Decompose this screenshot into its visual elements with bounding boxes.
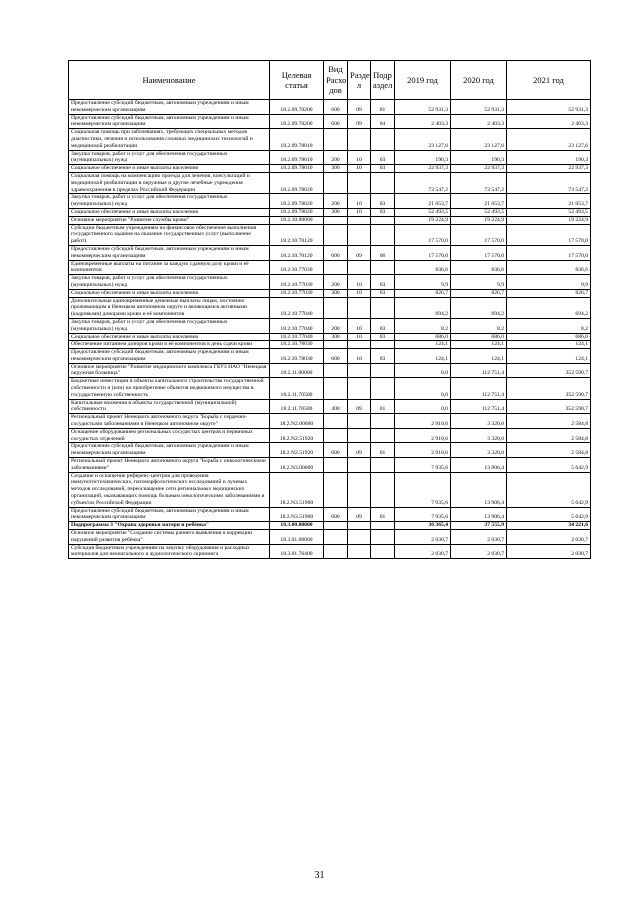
row-name-cell: Закупка товаров, работ и услуг для обеспечения государственных (муниципальных) нужд bbox=[69, 275, 270, 290]
row-name-cell: Единовременные выплаты на питание за каждую сданную дозу крови и её компонентов bbox=[69, 260, 270, 275]
row-name-cell: Оснащение оборудованием региональных сосудистых центров и первичных сосудистых отделений bbox=[69, 428, 270, 443]
row-expense-type-cell: 600 bbox=[324, 443, 348, 458]
row-2021-cell: 2 030,7 bbox=[507, 530, 591, 545]
row-name-cell: Предоставление субсидий бюджетным, автономным учреждениям и иным некоммерческим организациям bbox=[69, 114, 270, 129]
row-section-cell bbox=[348, 458, 371, 473]
row-section-cell: 09 bbox=[348, 245, 371, 260]
row-subsection-cell bbox=[371, 414, 395, 429]
table-row bbox=[69, 100, 591, 115]
row-2019-cell: 22 937,3 bbox=[395, 165, 451, 173]
row-2019-cell: 7 935,6 bbox=[395, 472, 451, 507]
row-expense-type-cell bbox=[324, 472, 348, 507]
row-name-cell: Капитальные вложения в объекты государственной (муниципальной) собственности bbox=[69, 399, 270, 414]
row-2020-cell: 37 555,9 bbox=[451, 522, 507, 530]
row-2020-cell: 52 493,5 bbox=[451, 208, 507, 216]
row-name-cell: Дополнительные единовременные денежные выплаты лицам, постоянно проживающим в Ненецком автономном округе и являющимся активными (кадровыми) донорами крови и её компонентов bbox=[69, 297, 270, 318]
row-section-cell bbox=[348, 297, 371, 318]
row-section-cell bbox=[348, 341, 371, 349]
row-name-cell: Обеспечение питанием доноров крови и её компонентов в день сдачи крови bbox=[69, 341, 270, 349]
row-name-cell: Создание и оснащение референс-центров для проведения иммуногистохимических, патоморфологических исследований и лучевых методов исследований, переоснащение сети региональных медицинских организаций, оказывающих помощь больным онкологическими заболеваниями в субъектах Российской Федерации bbox=[69, 472, 270, 507]
row-expense-type-cell bbox=[324, 129, 348, 150]
row-name-cell: Бюджетные инвестиции в объекты капитального строительства государственной собственности и (или) на приобретение объектов недвижимого имущества в государственную собственность bbox=[69, 378, 270, 399]
row-section-cell bbox=[348, 544, 371, 559]
row-2021-cell: 2 584,8 bbox=[507, 414, 591, 429]
page-number: 31 bbox=[314, 870, 325, 881]
row-expense-type-cell: 200 bbox=[324, 275, 348, 290]
row-subsection-cell bbox=[371, 363, 395, 378]
row-section-cell: 10 bbox=[348, 318, 371, 333]
row-2019-cell: 52 931,3 bbox=[395, 100, 451, 115]
row-subsection-cell bbox=[371, 341, 395, 349]
row-2021-cell: 2 403,3 bbox=[507, 114, 591, 129]
row-2021-cell: 2 584,8 bbox=[507, 428, 591, 443]
row-name-cell: Социальное обеспечение и иные выплаты населению bbox=[69, 333, 270, 341]
row-subsection-cell: 03 bbox=[371, 194, 395, 209]
row-2021-cell: 5 642,9 bbox=[507, 458, 591, 473]
row-target-cell: 18.2.09.70200 bbox=[270, 100, 324, 115]
row-2020-cell: 2 030,7 bbox=[451, 530, 507, 545]
table-header-row bbox=[69, 61, 591, 100]
table-row bbox=[69, 150, 591, 165]
row-2019-cell: 2 910,6 bbox=[395, 414, 451, 429]
row-2021-cell: 5 642,9 bbox=[507, 507, 591, 522]
row-section-cell bbox=[348, 378, 371, 399]
budget-table-container bbox=[68, 60, 590, 559]
row-target-cell: 18.2.09.70200 bbox=[270, 114, 324, 129]
row-2020-cell: 124,1 bbox=[451, 349, 507, 364]
row-2020-cell: 836,6 bbox=[451, 260, 507, 275]
row-subsection-cell bbox=[371, 530, 395, 545]
table-row bbox=[69, 318, 591, 333]
header-name: Наименование bbox=[69, 61, 270, 100]
row-2021-cell: 352 590,7 bbox=[507, 399, 591, 414]
row-name-cell: Основное мероприятие "Развитие медицинского комплекса ГБУЗ НАО "Ненецкая окружная больница" bbox=[69, 363, 270, 378]
table-row bbox=[69, 165, 591, 173]
row-expense-type-cell bbox=[324, 530, 348, 545]
row-expense-type-cell: 300 bbox=[324, 289, 348, 297]
row-target-cell: 18.2.09.78010 bbox=[270, 129, 324, 150]
row-subsection-cell: 03 bbox=[371, 208, 395, 216]
row-2020-cell: 3 320,0 bbox=[451, 414, 507, 429]
row-2021-cell: 52 493,5 bbox=[507, 208, 591, 216]
table-row bbox=[69, 114, 591, 129]
row-section-cell bbox=[348, 260, 371, 275]
row-2021-cell: 826,7 bbox=[507, 289, 591, 297]
table-row bbox=[69, 428, 591, 443]
row-2021-cell: 52 931,3 bbox=[507, 100, 591, 115]
table-row bbox=[69, 172, 591, 193]
row-2019-cell: 2 030,7 bbox=[395, 544, 451, 559]
row-2019-cell: 0,0 bbox=[395, 399, 451, 414]
row-2021-cell: 9,9 bbox=[507, 275, 591, 290]
row-2021-cell: 34 221,6 bbox=[507, 522, 591, 530]
row-target-cell: 18.2.10.78030 bbox=[270, 341, 324, 349]
table-row bbox=[69, 530, 591, 545]
row-2019-cell: 9,9 bbox=[395, 275, 451, 290]
table-row bbox=[69, 194, 591, 209]
table-row bbox=[69, 289, 591, 297]
row-section-cell bbox=[348, 522, 371, 530]
row-2020-cell: 124,1 bbox=[451, 341, 507, 349]
row-2021-cell: 8,2 bbox=[507, 318, 591, 333]
row-subsection-cell: 03 bbox=[371, 165, 395, 173]
row-target-cell: 18.3.01.00000 bbox=[270, 530, 324, 545]
row-target-cell: 18.2.10.77040 bbox=[270, 333, 324, 341]
table-row bbox=[69, 544, 591, 559]
header-2020: 2020 год bbox=[451, 61, 507, 100]
row-name-cell: Субсидии бюджетным учреждениям на финансовое обеспечение выполнения государственного задания на оказание государственных услуг (выполнение работ) bbox=[69, 224, 270, 245]
budget-table bbox=[68, 60, 591, 559]
row-section-cell bbox=[348, 224, 371, 245]
table-row bbox=[69, 275, 591, 290]
row-2021-cell: 5 642,9 bbox=[507, 472, 591, 507]
row-2020-cell: 19 224,9 bbox=[451, 216, 507, 224]
row-2019-cell: 23 127,6 bbox=[395, 129, 451, 150]
row-section-cell bbox=[348, 472, 371, 507]
row-2020-cell: 3 320,0 bbox=[451, 443, 507, 458]
row-2021-cell: 22 937,3 bbox=[507, 165, 591, 173]
row-expense-type-cell: 600 bbox=[324, 349, 348, 364]
row-expense-type-cell: 200 bbox=[324, 150, 348, 165]
table-row bbox=[69, 399, 591, 414]
row-2019-cell: 190,3 bbox=[395, 150, 451, 165]
row-section-cell bbox=[348, 363, 371, 378]
row-2020-cell: 826,7 bbox=[451, 289, 507, 297]
table-row bbox=[69, 522, 591, 530]
row-subsection-cell bbox=[371, 472, 395, 507]
row-subsection-cell bbox=[371, 297, 395, 318]
row-subsection-cell: 01 bbox=[371, 443, 395, 458]
row-expense-type-cell: 300 bbox=[324, 165, 348, 173]
table-row bbox=[69, 341, 591, 349]
row-2019-cell: 0,0 bbox=[395, 378, 451, 399]
row-expense-type-cell bbox=[324, 363, 348, 378]
row-2021-cell: 23 127,6 bbox=[507, 129, 591, 150]
row-target-cell: 18.2.09.78010 bbox=[270, 150, 324, 165]
header-target-article: Целевая статья bbox=[270, 61, 324, 100]
row-2019-cell: 2 910,6 bbox=[395, 443, 451, 458]
row-2020-cell: 23 127,6 bbox=[451, 129, 507, 150]
row-2021-cell: 686,0 bbox=[507, 333, 591, 341]
table-row bbox=[69, 458, 591, 473]
row-2019-cell: 17 570,0 bbox=[395, 245, 451, 260]
row-2019-cell: 836,6 bbox=[395, 260, 451, 275]
row-2019-cell: 694,2 bbox=[395, 297, 451, 318]
row-subsection-cell: 04 bbox=[371, 114, 395, 129]
table-row bbox=[69, 297, 591, 318]
row-name-cell: Подпрограмма 3 "Охрана здоровья матери и ребёнка" bbox=[69, 522, 270, 530]
row-subsection-cell bbox=[371, 129, 395, 150]
row-2019-cell: 124,1 bbox=[395, 341, 451, 349]
row-2021-cell: 2 584,8 bbox=[507, 443, 591, 458]
row-section-cell: 10 bbox=[348, 165, 371, 173]
row-2020-cell: 17 570,0 bbox=[451, 245, 507, 260]
row-2019-cell: 19 224,9 bbox=[395, 216, 451, 224]
row-name-cell: Предоставление субсидий бюджетным, автономным учреждениям и иным некоммерческим организациям bbox=[69, 443, 270, 458]
row-expense-type-cell: 600 bbox=[324, 507, 348, 522]
table-row bbox=[69, 224, 591, 245]
row-section-cell: 09 bbox=[348, 100, 371, 115]
row-expense-type-cell bbox=[324, 260, 348, 275]
row-2021-cell: 124,1 bbox=[507, 349, 591, 364]
row-target-cell: 18.2.09.78020 bbox=[270, 194, 324, 209]
row-expense-type-cell bbox=[324, 341, 348, 349]
row-target-cell: 18.2.N3.51900 bbox=[270, 507, 324, 522]
row-2019-cell: 124,1 bbox=[395, 349, 451, 364]
row-subsection-cell bbox=[371, 378, 395, 399]
table-body bbox=[69, 100, 591, 559]
row-name-cell: Социальное обеспечение и иные выплаты населению bbox=[69, 289, 270, 297]
table-row bbox=[69, 507, 591, 522]
row-expense-type-cell bbox=[324, 544, 348, 559]
row-section-cell: 09 bbox=[348, 507, 371, 522]
row-2019-cell: 21 053,7 bbox=[395, 194, 451, 209]
table-row bbox=[69, 378, 591, 399]
row-subsection-cell: 03 bbox=[371, 150, 395, 165]
row-name-cell: Предоставление субсидий бюджетным, автономным учреждениям и иным некоммерческим организациям bbox=[69, 245, 270, 260]
row-section-cell: 10 bbox=[348, 275, 371, 290]
row-2020-cell: 17 570,0 bbox=[451, 224, 507, 245]
row-2021-cell: 352 590,7 bbox=[507, 378, 591, 399]
row-2021-cell: 73 547,2 bbox=[507, 172, 591, 193]
row-expense-type-cell: 200 bbox=[324, 318, 348, 333]
row-2020-cell: 112 751,4 bbox=[451, 378, 507, 399]
row-section-cell: 09 bbox=[348, 399, 371, 414]
row-target-cell: 18.2.10.78030 bbox=[270, 349, 324, 364]
row-2019-cell: 7 935,6 bbox=[395, 458, 451, 473]
row-section-cell: 10 bbox=[348, 289, 371, 297]
row-name-cell: Социальная помощь при заболеваниях, требующих специальных методов диагностики, лечения и использования сложных медицинских технологий и медицинской реабилитации bbox=[69, 129, 270, 150]
row-2020-cell: 8,2 bbox=[451, 318, 507, 333]
row-2019-cell: 686,0 bbox=[395, 333, 451, 341]
row-expense-type-cell: 300 bbox=[324, 208, 348, 216]
row-2021-cell: 17 570,0 bbox=[507, 224, 591, 245]
row-subsection-cell bbox=[371, 428, 395, 443]
header-section: Разде л bbox=[348, 61, 371, 100]
row-expense-type-cell bbox=[324, 414, 348, 429]
row-subsection-cell bbox=[371, 544, 395, 559]
row-subsection-cell: 01 bbox=[371, 100, 395, 115]
table-row bbox=[69, 245, 591, 260]
row-section-cell: 10 bbox=[348, 333, 371, 341]
row-2019-cell: 0,0 bbox=[395, 363, 451, 378]
row-section-cell bbox=[348, 129, 371, 150]
row-name-cell: Предоставление субсидий бюджетным, автономным учреждениям и иным некоммерческим организациям bbox=[69, 507, 270, 522]
row-2020-cell: 13 906,4 bbox=[451, 472, 507, 507]
row-target-cell: 18.3.00.00000 bbox=[270, 522, 324, 530]
table-row bbox=[69, 472, 591, 507]
row-subsection-cell: 03 bbox=[371, 275, 395, 290]
row-target-cell: 18.2.10.70120 bbox=[270, 224, 324, 245]
header-2019: 2019 год bbox=[395, 61, 451, 100]
row-target-cell: 18.2.09.78020 bbox=[270, 172, 324, 193]
table-row bbox=[69, 333, 591, 341]
row-2019-cell: 36 365,4 bbox=[395, 522, 451, 530]
row-section-cell bbox=[348, 414, 371, 429]
row-section-cell: 10 bbox=[348, 208, 371, 216]
row-target-cell: 18.2.11.70500 bbox=[270, 399, 324, 414]
row-subsection-cell: 06 bbox=[371, 245, 395, 260]
row-2021-cell: 2 030,7 bbox=[507, 544, 591, 559]
row-name-cell: Социальное обеспечение и иные выплаты населению bbox=[69, 208, 270, 216]
row-subsection-cell bbox=[371, 216, 395, 224]
row-name-cell: Основное мероприятие "Создание системы раннего выявления и коррекции нарушений развития ребёнка" bbox=[69, 530, 270, 545]
row-target-cell: 18.2.N3.51900 bbox=[270, 472, 324, 507]
row-expense-type-cell bbox=[324, 297, 348, 318]
row-2021-cell: 124,1 bbox=[507, 341, 591, 349]
row-2021-cell: 694,2 bbox=[507, 297, 591, 318]
row-subsection-cell: 03 bbox=[371, 318, 395, 333]
row-target-cell: 18.2.11.00000 bbox=[270, 363, 324, 378]
row-section-cell: 10 bbox=[348, 150, 371, 165]
row-2019-cell: 826,7 bbox=[395, 289, 451, 297]
header-expense-type: Вид Расхо дов bbox=[324, 61, 348, 100]
table-row bbox=[69, 216, 591, 224]
row-expense-type-cell bbox=[324, 378, 348, 399]
table-row bbox=[69, 414, 591, 429]
row-2020-cell: 3 320,0 bbox=[451, 428, 507, 443]
row-expense-type-cell bbox=[324, 522, 348, 530]
row-target-cell: 18.2.11.70500 bbox=[270, 378, 324, 399]
row-name-cell: Субсидия бюджетным учреждениям на закупку оборудования и расходных материалов для неонатального и аудиологического скрининга bbox=[69, 544, 270, 559]
row-subsection-cell bbox=[371, 458, 395, 473]
row-subsection-cell bbox=[371, 224, 395, 245]
row-2020-cell: 13 906,4 bbox=[451, 507, 507, 522]
row-section-cell: 09 bbox=[348, 443, 371, 458]
table-row bbox=[69, 349, 591, 364]
row-target-cell: 18.2.N3.00000 bbox=[270, 458, 324, 473]
row-target-cell: 18.3.01.76400 bbox=[270, 544, 324, 559]
row-expense-type-cell: 300 bbox=[324, 333, 348, 341]
row-2019-cell: 7 935,6 bbox=[395, 507, 451, 522]
row-target-cell: 18.2.10.77030 bbox=[270, 289, 324, 297]
row-2019-cell: 52 493,5 bbox=[395, 208, 451, 216]
header-subsection: Подр аздел bbox=[371, 61, 395, 100]
row-2019-cell: 2 030,7 bbox=[395, 530, 451, 545]
row-name-cell: Региональный проект Ненецкого автономного округа "Борьба с сердечно-сосудистыми заболеваниями в Ненецком автономном округе" bbox=[69, 414, 270, 429]
row-2020-cell: 52 931,3 bbox=[451, 100, 507, 115]
row-target-cell: 18.2.N2.00000 bbox=[270, 414, 324, 429]
row-2020-cell: 2 030,7 bbox=[451, 544, 507, 559]
row-section-cell bbox=[348, 428, 371, 443]
row-target-cell: 18.2.10.70120 bbox=[270, 245, 324, 260]
row-2020-cell: 22 937,3 bbox=[451, 165, 507, 173]
row-expense-type-cell: 600 bbox=[324, 100, 348, 115]
row-section-cell: 09 bbox=[348, 114, 371, 129]
row-expense-type-cell: 200 bbox=[324, 194, 348, 209]
row-2019-cell: 73 547,2 bbox=[395, 172, 451, 193]
row-subsection-cell: 03 bbox=[371, 333, 395, 341]
row-target-cell: 18.2.10.77030 bbox=[270, 260, 324, 275]
row-2020-cell: 694,2 bbox=[451, 297, 507, 318]
row-2021-cell: 836,6 bbox=[507, 260, 591, 275]
row-2020-cell: 9,9 bbox=[451, 275, 507, 290]
row-subsection-cell: 03 bbox=[371, 289, 395, 297]
row-expense-type-cell: 600 bbox=[324, 245, 348, 260]
row-name-cell: Региональный проект Ненецкого автономного округа "Борьба с онкологическими заболеваниями" bbox=[69, 458, 270, 473]
row-2020-cell: 112 751,4 bbox=[451, 399, 507, 414]
row-target-cell: 18.2.10.77030 bbox=[270, 275, 324, 290]
table-row bbox=[69, 208, 591, 216]
row-expense-type-cell bbox=[324, 428, 348, 443]
table-row bbox=[69, 260, 591, 275]
row-expense-type-cell bbox=[324, 172, 348, 193]
row-subsection-cell bbox=[371, 172, 395, 193]
row-name-cell: Основное мероприятие "Развитие службы крови" bbox=[69, 216, 270, 224]
row-target-cell: 18.2.N2.51920 bbox=[270, 428, 324, 443]
header-2021: 2021 год bbox=[507, 61, 591, 100]
row-target-cell: 18.2.09.78020 bbox=[270, 208, 324, 216]
row-2019-cell: 2 403,3 bbox=[395, 114, 451, 129]
row-section-cell bbox=[348, 172, 371, 193]
row-expense-type-cell bbox=[324, 458, 348, 473]
row-2019-cell: 17 570,0 bbox=[395, 224, 451, 245]
row-subsection-cell bbox=[371, 260, 395, 275]
row-2020-cell: 686,0 bbox=[451, 333, 507, 341]
row-2020-cell: 2 403,3 bbox=[451, 114, 507, 129]
row-name-cell: Социальное обеспечение и иные выплаты населению bbox=[69, 165, 270, 173]
row-subsection-cell: 01 bbox=[371, 507, 395, 522]
row-target-cell: 18.2.10.00000 bbox=[270, 216, 324, 224]
row-2021-cell: 190,3 bbox=[507, 150, 591, 165]
row-target-cell: 18.2.09.78010 bbox=[270, 165, 324, 173]
row-name-cell: Предоставление субсидий бюджетным, автономным учреждениям и иным некоммерческим организациям bbox=[69, 349, 270, 364]
row-target-cell: 18.2.10.77040 bbox=[270, 297, 324, 318]
row-2021-cell: 17 570,0 bbox=[507, 245, 591, 260]
row-subsection-cell bbox=[371, 522, 395, 530]
row-expense-type-cell: 400 bbox=[324, 399, 348, 414]
row-expense-type-cell: 600 bbox=[324, 114, 348, 129]
row-name-cell: Предоставление субсидий бюджетным, автономным учреждениям и иным некоммерческим организациям bbox=[69, 100, 270, 115]
row-2020-cell: 112 751,4 bbox=[451, 363, 507, 378]
row-2020-cell: 190,3 bbox=[451, 150, 507, 165]
row-expense-type-cell bbox=[324, 216, 348, 224]
row-target-cell: 18.2.10.77040 bbox=[270, 318, 324, 333]
row-2020-cell: 73 547,2 bbox=[451, 172, 507, 193]
row-2021-cell: 19 224,9 bbox=[507, 216, 591, 224]
row-section-cell bbox=[348, 216, 371, 224]
row-target-cell: 18.2.N2.51920 bbox=[270, 443, 324, 458]
row-subsection-cell: 03 bbox=[371, 349, 395, 364]
row-2020-cell: 13 906,4 bbox=[451, 458, 507, 473]
row-section-cell: 10 bbox=[348, 194, 371, 209]
row-section-cell: 10 bbox=[348, 349, 371, 364]
row-name-cell: Социальная помощь на компенсацию проезда для лечения, консультаций и медицинской реабилитации в окружные и другие лечебные учреждения здравоохранения в пределах Российской Федерации bbox=[69, 172, 270, 193]
table-row bbox=[69, 129, 591, 150]
row-subsection-cell: 01 bbox=[371, 399, 395, 414]
row-name-cell: Закупка товаров, работ и услуг для обеспечения государственных (муниципальных) нужд bbox=[69, 194, 270, 209]
table-row bbox=[69, 363, 591, 378]
row-name-cell: Закупка товаров, работ и услуг для обеспечения государственных (муниципальных) нужд bbox=[69, 318, 270, 333]
row-2021-cell: 352 590,7 bbox=[507, 363, 591, 378]
row-2019-cell: 2 910,6 bbox=[395, 428, 451, 443]
row-name-cell: Закупка товаров, работ и услуг для обеспечения государственных (муниципальных) нужд bbox=[69, 150, 270, 165]
row-expense-type-cell bbox=[324, 224, 348, 245]
row-2020-cell: 21 053,7 bbox=[451, 194, 507, 209]
row-section-cell bbox=[348, 530, 371, 545]
table-row bbox=[69, 443, 591, 458]
row-2019-cell: 8,2 bbox=[395, 318, 451, 333]
row-2021-cell: 21 053,7 bbox=[507, 194, 591, 209]
